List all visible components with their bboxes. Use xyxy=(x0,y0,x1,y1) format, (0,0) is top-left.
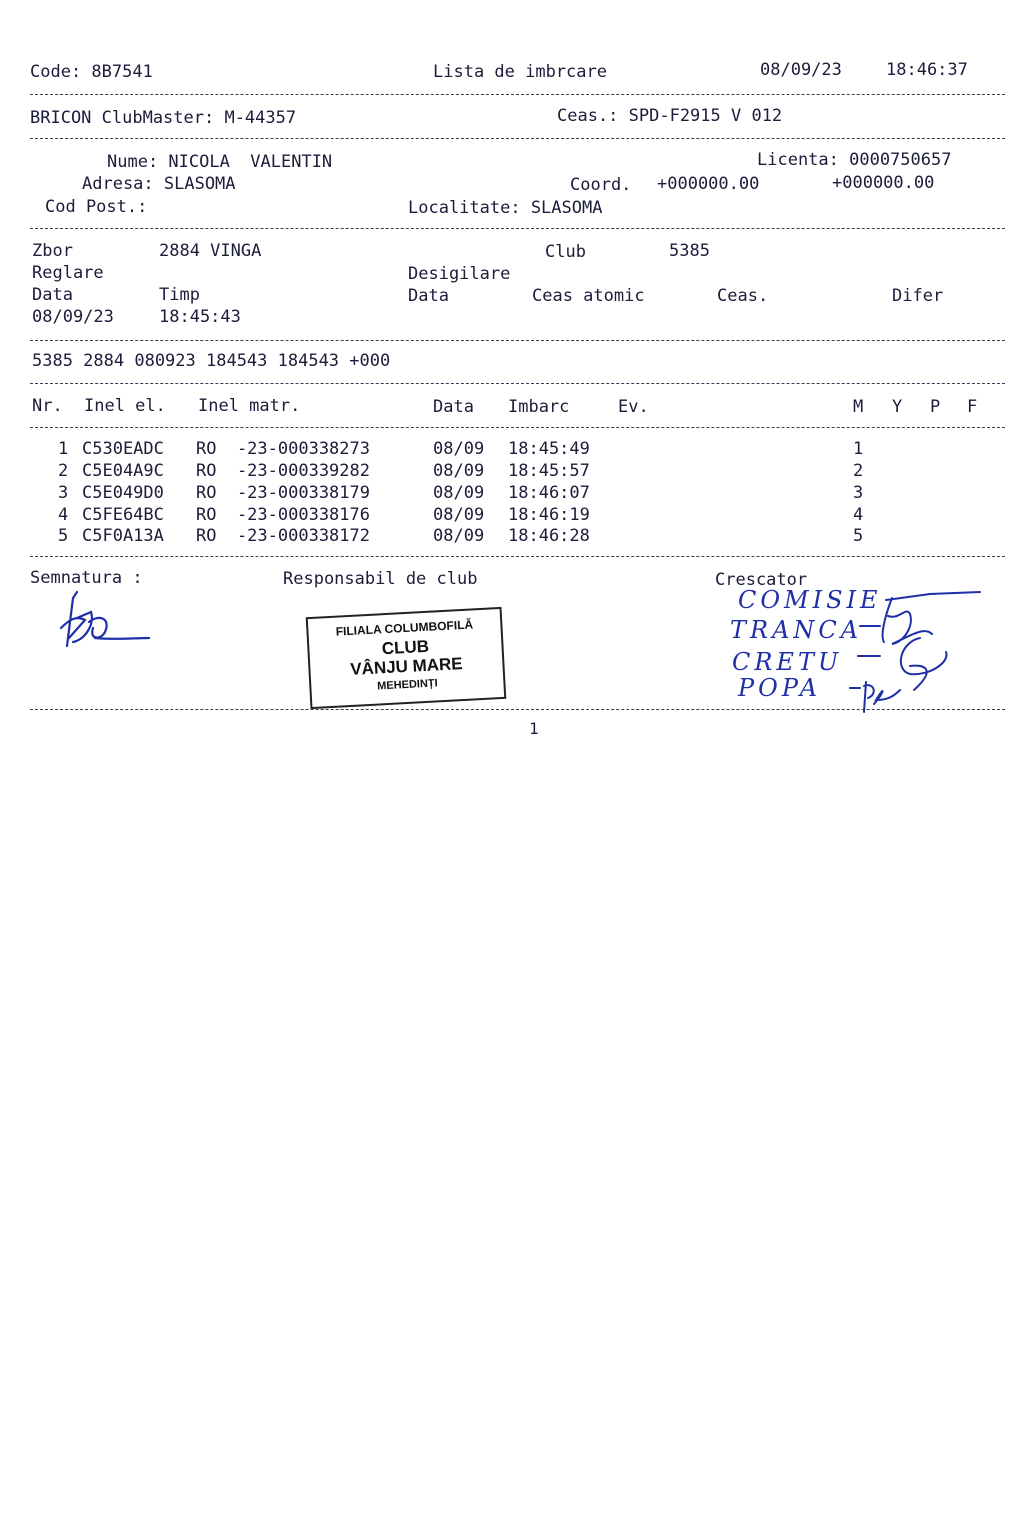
stamp-line-2: CLUB xyxy=(381,636,430,659)
row-date: 08/09 xyxy=(433,526,485,546)
row-m: 5 xyxy=(853,526,864,546)
club-label: Club xyxy=(545,242,586,262)
code-line: 5385 2884 080923 184543 184543 +000 xyxy=(32,351,391,371)
row-date: 08/09 xyxy=(433,461,485,481)
stamp-line-4: MEHEDINȚI xyxy=(376,677,438,693)
handwriting-line-1: COMISIE xyxy=(738,586,882,614)
data-label: Data xyxy=(32,285,73,305)
row-inel-el: C530EADC xyxy=(82,439,164,459)
header-time: 18:46:37 xyxy=(886,60,968,80)
column-header-inel-el: Inel el. xyxy=(84,396,166,416)
row-ring: RO -23-000338273 xyxy=(196,439,370,459)
row-ring: RO -23-000338176 xyxy=(196,505,370,525)
stamp-line-3: VÂNJU MARE xyxy=(349,654,464,679)
club-value: 5385 xyxy=(669,241,710,261)
column-header-inel-matr: Inel matr. xyxy=(198,396,301,416)
divider xyxy=(30,383,1005,384)
atomic-clock-label: Ceas atomic xyxy=(532,286,645,306)
code-label: Code: 8B7541 xyxy=(30,62,153,82)
row-inel-el: C5F0A13A xyxy=(82,526,164,546)
row-date: 08/09 xyxy=(433,505,485,525)
row-nr: 3 xyxy=(58,483,69,503)
row-inel-el: C5FE64BC xyxy=(82,505,164,525)
column-header-m: M xyxy=(853,397,864,417)
breeder-label: Crescator xyxy=(715,570,808,590)
handwriting-line-2: TRANCA xyxy=(730,616,863,644)
column-header-p: P xyxy=(930,397,941,417)
timp-label: Timp xyxy=(159,285,200,305)
row-boarding-time: 18:45:49 xyxy=(508,439,590,459)
row-boarding-time: 18:46:07 xyxy=(508,483,590,503)
divider xyxy=(30,709,1005,710)
divider xyxy=(30,427,1005,428)
header-date: 08/09/23 xyxy=(760,60,842,80)
row-nr: 2 xyxy=(58,461,69,481)
column-header-y: Y xyxy=(892,397,903,417)
divider xyxy=(30,228,1005,229)
row-m: 2 xyxy=(853,461,864,481)
flight-time: 18:45:43 xyxy=(159,307,241,327)
flight-date: 08/09/23 xyxy=(32,307,114,327)
row-boarding-time: 18:46:19 xyxy=(508,505,590,525)
row-date: 08/09 xyxy=(433,483,485,503)
row-nr: 1 xyxy=(58,439,69,459)
flight-value: 2884 VINGA xyxy=(159,241,262,261)
row-ring: RO -23-000339282 xyxy=(196,461,370,481)
row-date: 08/09 xyxy=(433,439,485,459)
row-nr: 4 xyxy=(58,505,69,525)
page-number: 1 xyxy=(529,719,539,738)
row-inel-el: C5E049D0 xyxy=(82,483,164,503)
column-header-nr: Nr. xyxy=(32,396,63,416)
stamp-line-1: FILIALA COLUMBOFILĂ xyxy=(335,617,474,639)
coord-label: Coord. xyxy=(570,175,632,195)
row-m: 3 xyxy=(853,483,864,503)
column-header-data: Data xyxy=(433,397,474,417)
row-inel-el: C5E04A9C xyxy=(82,461,164,481)
signature-label: Semnatura : xyxy=(30,568,143,588)
row-boarding-time: 18:45:57 xyxy=(508,461,590,481)
club-responsible-label: Responsabil de club xyxy=(283,569,478,589)
committee-signatures xyxy=(840,586,985,716)
club-stamp xyxy=(306,607,507,709)
owner-license: Licenta: 0000750657 xyxy=(757,150,952,170)
owner-locality: Localitate: SLASOMA xyxy=(408,198,603,218)
data-label-2: Data xyxy=(408,286,449,306)
clock-label: Ceas. xyxy=(717,286,769,306)
document-title: Lista de imbrcare xyxy=(433,62,607,82)
owner-address: Adresa: SLASOMA xyxy=(82,174,236,194)
divider xyxy=(30,94,1005,95)
row-boarding-time: 18:46:28 xyxy=(508,526,590,546)
handwritten-signature xyxy=(55,588,155,650)
postal-code-label: Cod Post.: xyxy=(45,197,148,217)
divider xyxy=(30,340,1005,341)
row-ring: RO -23-000338172 xyxy=(196,526,370,546)
owner-name: Nume: NICOLA VALENTIN xyxy=(107,152,333,172)
coord-x: +000000.00 xyxy=(657,174,760,194)
row-ring: RO -23-000338179 xyxy=(196,483,370,503)
row-nr: 5 xyxy=(58,526,69,546)
column-header-imbarc: Imbarc xyxy=(508,397,570,417)
clubmaster-id: BRICON ClubMaster: M-44357 xyxy=(30,108,297,128)
desigilare-label: Desigilare xyxy=(408,264,511,284)
divider xyxy=(30,556,1005,557)
clock-id: Ceas.: SPD-F2915 V 012 xyxy=(557,106,783,126)
reglare-label: Reglare xyxy=(32,263,104,283)
row-m: 1 xyxy=(853,439,864,459)
difference-label: Difer xyxy=(892,286,944,306)
divider xyxy=(30,138,1005,139)
column-header-ev: Ev. xyxy=(618,397,649,417)
coord-y: +000000.00 xyxy=(832,173,935,193)
handwriting-line-3: CRETU xyxy=(732,648,843,676)
row-m: 4 xyxy=(853,505,864,525)
column-header-f: F xyxy=(967,397,978,417)
handwriting-line-4: POPA xyxy=(738,674,822,702)
flight-label: Zbor xyxy=(32,241,73,261)
